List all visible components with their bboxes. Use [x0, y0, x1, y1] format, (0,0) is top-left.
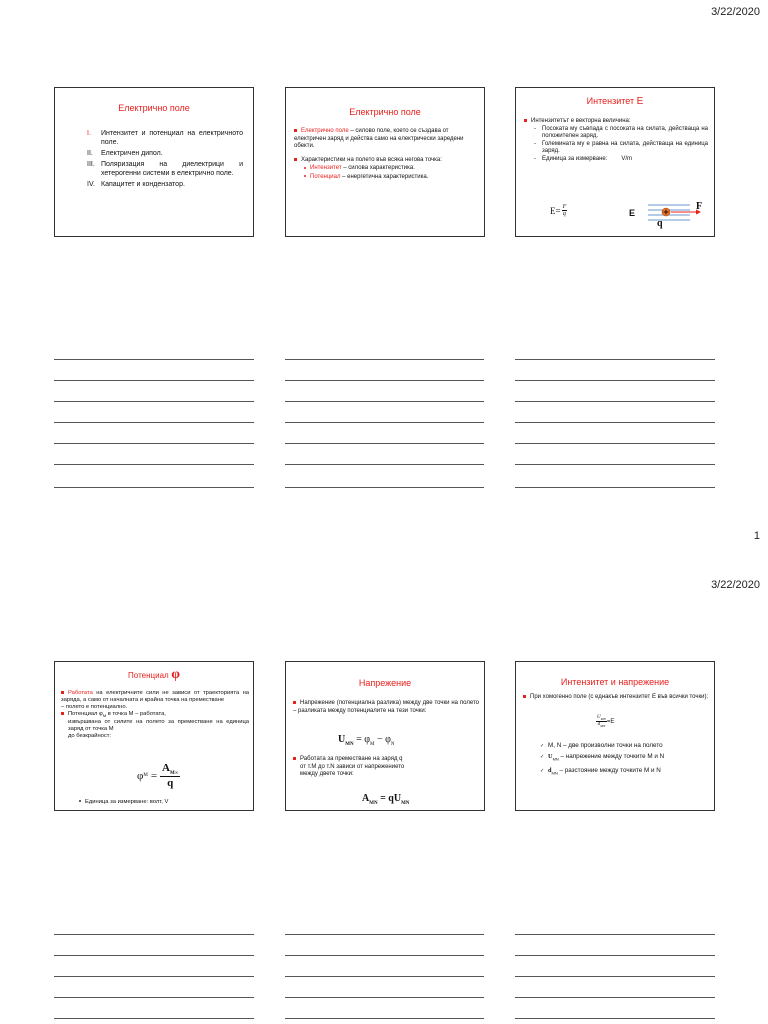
bullet-marker [524, 119, 527, 122]
bullet-text: на електричните сили не зависи от траекторията на заряда, а само от началната и крайна точка на преместване [61, 690, 249, 703]
bullet-text: Посоката му съвпада с посоката на силата, действаща на положителен заряд. [542, 125, 708, 140]
note-line [515, 955, 715, 956]
bullet-text: – силова характеристика. [341, 165, 415, 172]
bullet-continuation: – полето е потенциално. [61, 704, 128, 710]
check-icon: ✓ [540, 767, 545, 774]
formula [362, 793, 409, 806]
page-date: 3/22/2020 [711, 6, 760, 18]
sub-bullet [304, 165, 478, 173]
bullet-marker [304, 167, 306, 169]
check-item [540, 742, 712, 750]
bullet-text: Напрежение (потенциална разлика) между две точки на полето – разликата между потенциалите на тези точки: [293, 700, 479, 714]
note-line [285, 422, 484, 423]
note-line [54, 934, 254, 935]
note-line [515, 934, 715, 935]
list-item [87, 149, 243, 158]
bullet-text: Интензитетът е векторна величина: [531, 118, 631, 124]
bullet-marker [294, 129, 297, 132]
item-text: M, N – две произволни точки на полето [548, 742, 663, 749]
bullet [293, 756, 479, 764]
note-line [515, 487, 715, 488]
list-item [87, 160, 243, 178]
bullet-marker [304, 175, 306, 177]
check-item [540, 753, 712, 763]
subscript: MN [369, 801, 378, 806]
note-line [54, 955, 254, 956]
numerator-symbol: U [597, 715, 601, 720]
bullet-term: Електрично поле [301, 128, 349, 134]
formula [550, 204, 567, 217]
slide-body [294, 128, 478, 182]
sub-bullet [534, 156, 708, 164]
note-line [285, 443, 484, 444]
note-line [54, 1018, 254, 1019]
bullet-term: Потенциал [310, 173, 341, 180]
note-line [515, 359, 715, 360]
bullet [294, 157, 478, 165]
formula-rhs: =E [606, 718, 615, 725]
formula-lhs: E= [550, 205, 561, 216]
unit-value: V/m [621, 155, 633, 162]
subscript: M [370, 742, 375, 747]
slide-thumbnail[interactable] [285, 661, 485, 811]
bullet-text: Големината му е равна на силата, действаща на единица заряд. [542, 140, 708, 155]
bullet-term: Работата [68, 690, 93, 696]
list-text: Поляризация на диелектрици и хетерогенни системи в електрично поле. [101, 161, 243, 177]
note-line [285, 955, 484, 956]
note-line [54, 380, 254, 381]
bullet [523, 694, 709, 702]
fraction [562, 204, 568, 217]
note-line [515, 443, 715, 444]
bullet-text: – силово поле, което се създава от електричен заряд и действа само на електрически заредени обекти. [294, 128, 464, 150]
bullet-marker [79, 800, 81, 802]
formula [596, 715, 614, 728]
slide-body [61, 690, 249, 740]
numerator-symbol: A [162, 762, 170, 774]
note-line [285, 401, 484, 402]
slide-thumbnail[interactable] [515, 87, 715, 237]
dash-marker: - [534, 125, 536, 132]
title-text: Потенциал [128, 671, 169, 680]
bullet-text: – енергетична характеристика. [340, 173, 429, 180]
formula-rhs: = qU [377, 793, 402, 804]
formula-rhs: − φ [374, 734, 391, 745]
fraction-denominator: q [562, 211, 566, 217]
subscript: MN [552, 756, 559, 762]
bullet-text: Единица за измерване: [542, 155, 608, 162]
note-line [54, 422, 254, 423]
check-icon: ✓ [540, 743, 545, 749]
slide-title: Електрично поле [349, 107, 421, 117]
title-symbol: φ [171, 667, 180, 682]
bullet-text: в точка M – работата, [106, 711, 166, 717]
slide-body [540, 742, 712, 777]
page-date: 3/22/2020 [711, 579, 760, 591]
subscript: MN [600, 724, 606, 728]
formula [137, 762, 180, 789]
sub-bullet [534, 126, 708, 141]
formula-rhs: = φ [353, 734, 370, 745]
note-line [515, 422, 715, 423]
item-text [548, 753, 712, 763]
bullet-marker [293, 757, 296, 760]
note-line [515, 464, 715, 465]
figure-label-q: q [657, 218, 663, 229]
bullet-marker [61, 691, 64, 694]
note-line [54, 976, 254, 977]
note-line [515, 401, 715, 402]
note-line [285, 487, 484, 488]
check-item [540, 767, 712, 777]
item-rest: – разстояние между точките M и N [557, 766, 661, 774]
bullet-continuation: извършвана от силите на полето за преместване на единица заряд от точка M [68, 719, 249, 733]
slide-title: Интензитет и напрежение [560, 677, 670, 687]
note-line [515, 1018, 715, 1019]
note-line [285, 997, 484, 998]
slide-title: Електрично поле [118, 103, 190, 113]
subscript: M [102, 713, 107, 719]
list-text: Капацитет и кондензатор. [101, 181, 185, 188]
slide-body [293, 756, 479, 779]
title-symbol: E [636, 96, 644, 107]
note-line [54, 487, 254, 488]
subscript: M∞ [169, 771, 179, 777]
list-text: Електричен дипол. [101, 150, 163, 157]
note-line [515, 997, 715, 998]
note-line [54, 997, 254, 998]
formula-lhs: φ [137, 769, 144, 782]
dash-marker: - [534, 155, 536, 162]
denominator-symbol: d [597, 722, 601, 727]
bullet-text: Характеристики на полето във всяка негова точка: [301, 156, 442, 163]
slide-list [87, 129, 243, 189]
slide-thumbnail[interactable] [54, 661, 254, 811]
note-line [54, 359, 254, 360]
note-line [54, 401, 254, 402]
subscript: M [143, 773, 148, 779]
note-line [54, 443, 254, 444]
figure-label-f: F [696, 201, 703, 212]
item-rest: – напрежение между точките M и N [558, 753, 665, 761]
sub-bullet [534, 141, 708, 156]
fraction-numerator [160, 762, 180, 777]
fraction-denominator [598, 722, 606, 728]
list-item [87, 180, 243, 189]
fraction [596, 715, 607, 728]
bullet-continuation: между двете точки: [300, 771, 354, 778]
slide-thumbnail[interactable] [54, 87, 254, 237]
sub-bullet [304, 174, 478, 182]
bullet-marker [294, 158, 297, 161]
note-line [285, 934, 484, 935]
bullet [293, 700, 479, 715]
fraction-denominator: q [167, 777, 174, 790]
list-number: I. [87, 130, 91, 137]
formula [338, 734, 395, 747]
slide-title: Напрежение [358, 678, 412, 688]
item-text [548, 767, 712, 777]
bullet-term: Интензитет [310, 165, 342, 172]
note-line [285, 976, 484, 977]
bullet-text: Работата за преместване на заряд q [300, 756, 403, 762]
bullet-text: Потенциал φ [68, 711, 103, 717]
list-number: II. [87, 150, 93, 157]
figure-label-e: E [629, 208, 636, 218]
title-text: Интензитет [586, 96, 635, 106]
bullet-marker [293, 701, 296, 704]
dash-marker: - [534, 140, 536, 147]
formula-symbol: A [362, 793, 370, 804]
sub-bullet [79, 799, 168, 807]
bullet-marker [523, 695, 526, 698]
item-symbol: d [548, 766, 552, 774]
note-line [285, 380, 484, 381]
bullet [294, 128, 478, 151]
subscript: MN [345, 742, 354, 747]
page-number: 1 [753, 530, 760, 542]
slide-body [293, 700, 479, 715]
subscript: MN [600, 717, 606, 721]
note-line [285, 359, 484, 360]
note-line [515, 976, 715, 977]
fraction [160, 762, 180, 789]
slide-body [523, 694, 709, 702]
note-line [285, 464, 484, 465]
slide-thumbnail[interactable] [515, 661, 715, 811]
note-line [285, 1018, 484, 1019]
slide-thumbnail[interactable] [285, 87, 485, 237]
bullet-continuation: от т.M до т.N зависи от напрежението [300, 763, 405, 770]
bullet-text: При хомогенно поле (с еднакъв интензитет E във всички точки): [530, 694, 709, 700]
list-number: III. [87, 161, 95, 168]
formula-symbol: U [338, 734, 346, 745]
item-symbol: U [548, 753, 553, 761]
bullet [524, 118, 708, 126]
subscript: MN [551, 769, 558, 775]
slide-title [55, 667, 253, 683]
subscript: N [390, 742, 395, 747]
list-number: IV. [87, 181, 95, 188]
slide-title [516, 96, 714, 107]
bullet-marker [61, 712, 64, 715]
note-line [54, 464, 254, 465]
list-text: Интензитет и потенциал на електричното поле. [101, 130, 243, 146]
bullet-continuation: до безкрайност: [68, 733, 112, 740]
bullet [61, 690, 249, 704]
fraction-numerator: F [562, 204, 567, 210]
bullet [61, 711, 249, 719]
fraction-numerator [596, 715, 607, 722]
bullet-text: Единица за измерване: волт, V [85, 799, 169, 805]
slide-body [524, 118, 708, 164]
subscript: MN [401, 801, 410, 806]
list-item [87, 129, 243, 147]
equals: = [150, 769, 158, 782]
check-icon: ✓ [540, 754, 545, 761]
note-line [515, 380, 715, 381]
